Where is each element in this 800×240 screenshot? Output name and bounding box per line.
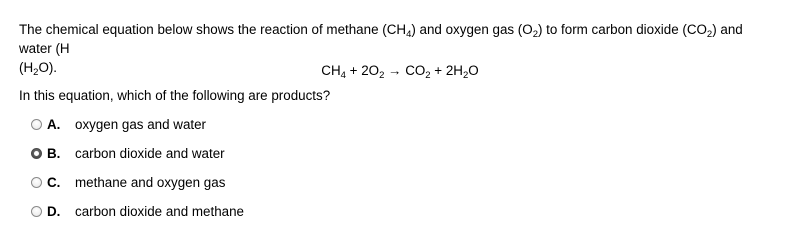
option-a[interactable]: [31, 114, 291, 134]
option-b[interactable]: [31, 143, 291, 163]
question-prompt: In this equation, which of the following are products?: [19, 88, 331, 103]
radio-button-d[interactable]: [31, 206, 42, 217]
subscript: 2: [33, 67, 39, 78]
question-text-part: (H: [19, 60, 34, 75]
question-text-part: O).: [38, 60, 58, 75]
subscript: 2: [379, 70, 385, 81]
chemical-equation: [0, 61, 800, 80]
equation-part: O: [468, 63, 479, 78]
question-text-part: ) and oxygen gas (O: [411, 22, 533, 37]
option-letter: B.: [47, 145, 61, 161]
equation-part: → CO: [384, 63, 426, 78]
subscript: 4: [406, 29, 412, 40]
option-text: oxygen gas and water: [75, 116, 207, 132]
radio-button-b[interactable]: [31, 148, 42, 159]
equation-part: + 2O: [345, 63, 380, 78]
radio-button-a[interactable]: [31, 119, 42, 130]
subscript: 2: [425, 70, 431, 81]
subscript: 2: [706, 29, 713, 40]
radio-button-c[interactable]: [31, 177, 42, 188]
option-letter: A.: [47, 116, 61, 132]
subscript: 2: [532, 29, 538, 40]
option-c[interactable]: [31, 172, 291, 192]
subscript: 2: [462, 70, 469, 81]
option-text: methane and oxygen gas: [75, 174, 226, 190]
question-text-part: The chemical equation below shows the reaction of methane (CH: [19, 22, 407, 37]
option-d[interactable]: [31, 201, 291, 221]
option-letter: C.: [47, 174, 61, 190]
option-text: carbon dioxide and water: [75, 145, 225, 161]
question-text-part: ) and water (H: [19, 22, 743, 56]
option-text: carbon dioxide and methane: [75, 203, 244, 219]
question-text-part: ) to form carbon dioxide (CO: [537, 22, 707, 37]
option-letter: D.: [47, 203, 61, 219]
equation-part: CH: [321, 63, 341, 78]
subscript: 4: [340, 70, 346, 81]
equation-part: + 2H: [430, 63, 463, 78]
